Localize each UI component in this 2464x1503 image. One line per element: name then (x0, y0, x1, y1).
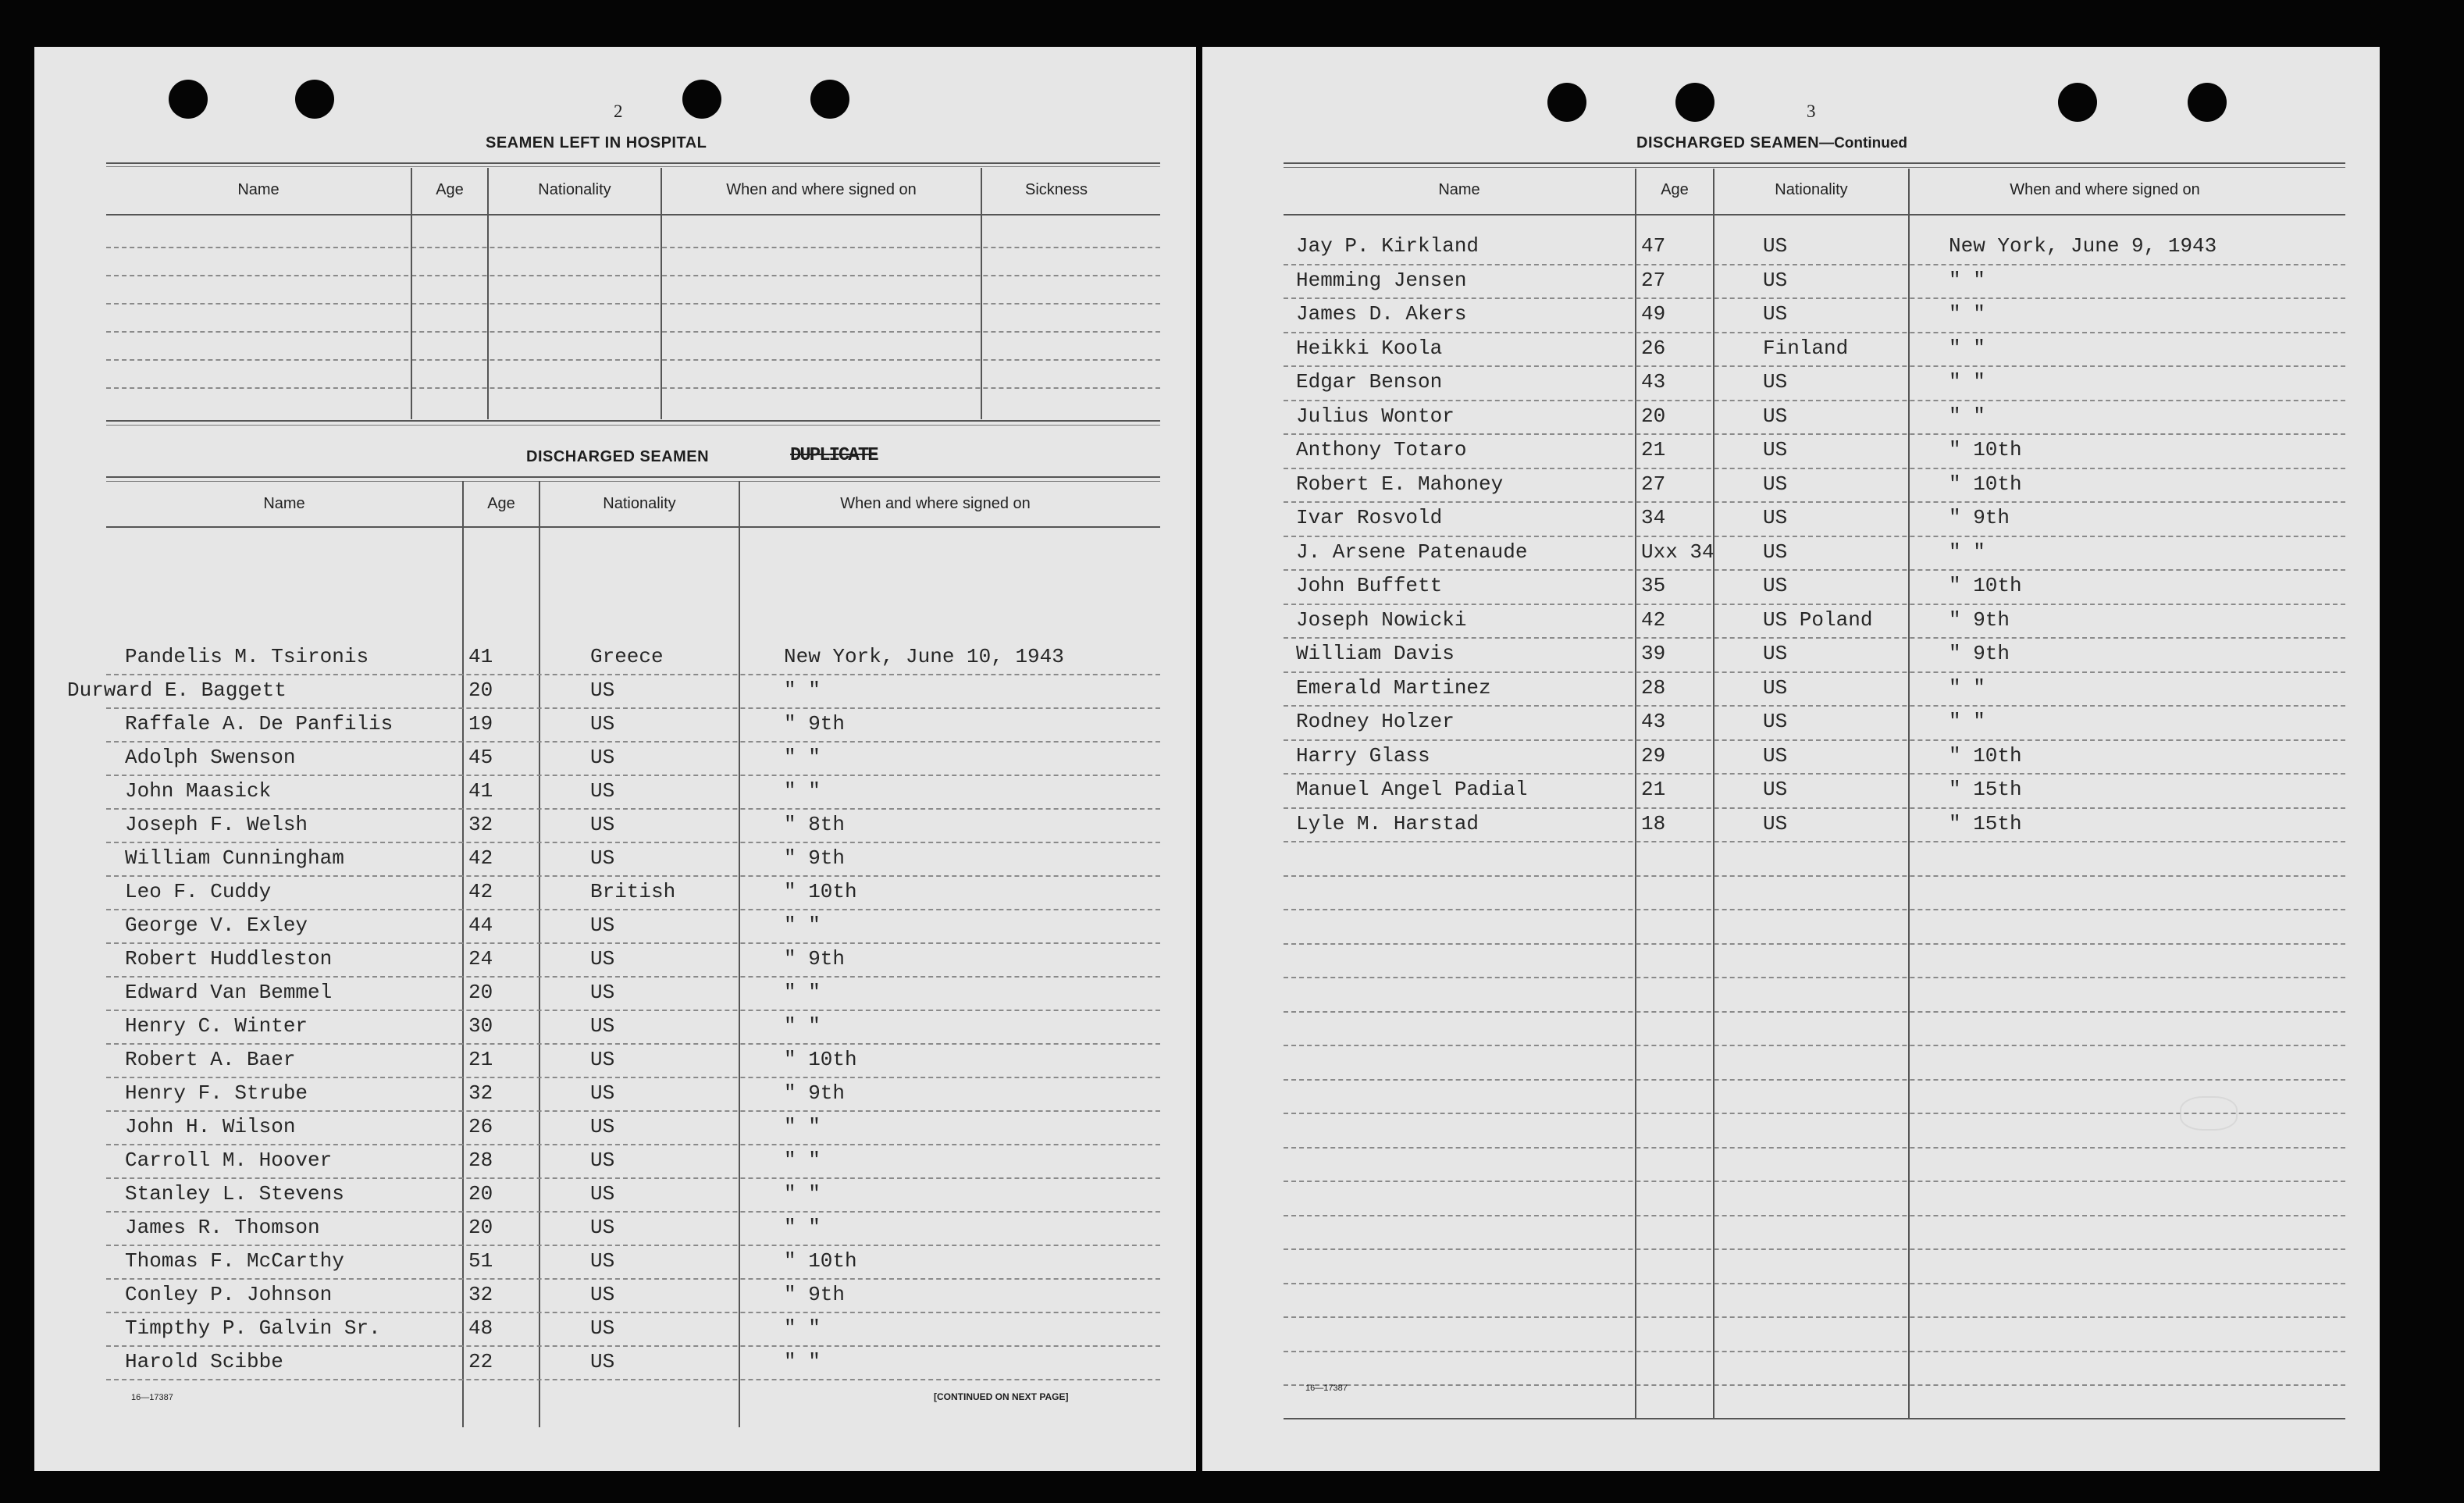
cell-name: James R. Thomson (125, 1216, 320, 1239)
punch-hole (1547, 83, 1586, 122)
cell-nationality: US (1763, 710, 1788, 733)
cell-age: 43 (1641, 370, 1666, 394)
row-rule (106, 707, 1160, 709)
table-rule (1284, 162, 2345, 164)
hospital-section-title: SEAMEN LEFT IN HOSPITAL (486, 134, 707, 151)
row-rule (1284, 671, 2345, 673)
cell-age: 20 (468, 678, 493, 702)
cell-signed: " " (784, 1182, 821, 1206)
table-rule (106, 481, 1160, 482)
form-number: 16—17387 (1305, 1384, 1348, 1393)
cell-age: 20 (468, 981, 493, 1004)
cell-name: Edward Van Bemmel (125, 981, 333, 1004)
right-page (1202, 47, 2380, 1471)
cell-signed: " 10th (1949, 472, 2022, 496)
cell-signed: " 10th (784, 1249, 857, 1273)
cell-nationality: US (590, 914, 615, 937)
column-divider (1908, 169, 1910, 1418)
cell-name: Raffale A. De Panfilis (125, 712, 393, 735)
row-rule (1284, 1147, 2345, 1149)
row-rule (1284, 807, 2345, 809)
cell-age: 20 (468, 1216, 493, 1239)
struck-duplicate-word: DUPLICATE (790, 445, 878, 466)
cell-nationality: US (590, 1249, 615, 1273)
cell-age: 26 (468, 1115, 493, 1138)
column-header: Age (1661, 181, 1689, 198)
row-rule (1284, 637, 2345, 639)
cell-signed: " 10th (784, 880, 857, 903)
table-rule (106, 420, 1160, 422)
column-header: Sickness (1024, 181, 1088, 198)
cell-nationality: US (590, 1081, 615, 1105)
cell-signed: " " (784, 1350, 821, 1373)
cell-signed: " 9th (784, 1283, 846, 1306)
cell-signed: " 9th (1949, 607, 2010, 632)
cell-nationality: US (1763, 778, 1788, 801)
row-rule (1284, 943, 2345, 945)
table-rule (106, 476, 1160, 478)
cell-name: Emerald Martinez (1296, 675, 1491, 700)
cell-age: 32 (468, 1081, 493, 1105)
table-rule (106, 425, 1160, 426)
cell-age: 44 (468, 914, 493, 937)
cell-age: 48 (468, 1316, 493, 1340)
row-rule (106, 942, 1160, 944)
cell-age: 30 (468, 1014, 493, 1038)
cell-age: 24 (468, 947, 493, 971)
table-rule (106, 214, 1160, 215)
cell-name: John Maasick (125, 779, 272, 803)
cell-signed: " 9th (784, 712, 846, 735)
punch-hole (295, 80, 334, 119)
row-rule (106, 1144, 1160, 1145)
cell-nationality: US (590, 678, 615, 702)
cell-name: Leo F. Cuddy (125, 880, 272, 903)
column-divider (1713, 169, 1714, 1418)
cell-nationality: US (1763, 540, 1788, 564)
cell-signed: " " (784, 914, 821, 937)
cell-name: Ivar Rosvold (1296, 506, 1443, 529)
cell-name: Julius Wontor (1296, 404, 1455, 428)
row-rule (1284, 1283, 2345, 1284)
cell-age: 41 (468, 779, 493, 803)
cell-nationality: US (1763, 268, 1788, 292)
cell-name: Robert E. Mahoney (1296, 472, 1504, 496)
column-header: Nationality (1775, 181, 1848, 198)
row-rule (1284, 569, 2345, 571)
column-header: When and where signed on (726, 181, 917, 198)
cell-nationality: US (590, 1014, 615, 1038)
row-rule (1284, 433, 2345, 435)
cell-name: Rodney Holzer (1296, 710, 1455, 733)
row-rule (106, 808, 1160, 810)
cell-name: Adolph Swenson (125, 746, 296, 769)
cell-name: Joseph Nowicki (1296, 607, 1467, 632)
cell-signed: " " (784, 1014, 821, 1038)
column-divider (539, 481, 540, 1427)
cell-nationality: US (590, 947, 615, 971)
cell-age: 42 (468, 880, 493, 903)
cell-age: 20 (468, 1182, 493, 1206)
discharged-section-title: DISCHARGED SEAMEN (526, 448, 710, 465)
cell-signed: " 15th (1949, 811, 2022, 835)
cell-age: Uxx 34 (1641, 540, 1714, 564)
row-rule (1284, 841, 2345, 842)
cell-signed: " 8th (784, 813, 846, 836)
cell-signed: " 9th (784, 947, 846, 971)
column-header: Age (436, 181, 464, 198)
cell-signed: " 10th (784, 1048, 857, 1071)
cell-name: Henry F. Strube (125, 1081, 308, 1105)
cell-name: Conley P. Johnson (125, 1283, 333, 1306)
cell-signed: New York, June 9, 1943 (1949, 234, 2217, 258)
column-header: Age (487, 495, 515, 512)
punch-hole (169, 80, 208, 119)
punch-hole (682, 80, 721, 119)
table-rule (106, 162, 1160, 164)
row-rule (106, 775, 1160, 776)
cell-signed: " " (784, 1216, 821, 1239)
row-rule (106, 976, 1160, 978)
row-rule (1284, 1045, 2345, 1046)
cell-age: 22 (468, 1350, 493, 1373)
row-rule (106, 1077, 1160, 1078)
cell-nationality: US (590, 846, 615, 870)
cell-nationality: US (590, 1283, 615, 1306)
cell-nationality: US (1763, 404, 1788, 428)
cell-age: 47 (1641, 234, 1666, 258)
row-rule (106, 1010, 1160, 1011)
table-rule (1284, 167, 2345, 168)
punch-hole (1675, 83, 1714, 122)
cell-age: 43 (1641, 710, 1666, 733)
cell-nationality: US (590, 813, 615, 836)
cell-age: 21 (468, 1048, 493, 1071)
row-rule (1284, 1215, 2345, 1216)
cell-age: 42 (1641, 607, 1666, 632)
cell-nationality: US (1763, 438, 1788, 461)
cell-nationality: US (1763, 234, 1788, 258)
cell-age: 39 (1641, 642, 1666, 665)
cell-nationality: US (590, 1115, 615, 1138)
row-rule (106, 1177, 1160, 1179)
cell-age: 28 (1641, 675, 1666, 700)
cell-nationality: US (1763, 743, 1788, 768)
cell-name: Manuel Angel Padial (1296, 778, 1528, 801)
title-suffix: —Continued (1819, 135, 1908, 151)
page-number: 2 (614, 102, 623, 121)
row-rule (106, 1312, 1160, 1313)
cell-signed: " 9th (784, 1081, 846, 1105)
cell-age: 45 (468, 746, 493, 769)
cell-age: 42 (468, 846, 493, 870)
row-rule (106, 741, 1160, 743)
row-rule (1284, 773, 2345, 775)
row-rule (106, 909, 1160, 910)
table-rule (1284, 1418, 2345, 1419)
cell-nationality: Finland (1763, 336, 1849, 360)
cell-signed: " " (784, 1316, 821, 1340)
column-divider (739, 481, 740, 1427)
cell-name: J. Arsene Patenaude (1296, 540, 1528, 564)
cell-age: 28 (468, 1149, 493, 1172)
cell-name: Pandelis M. Tsironis (125, 645, 369, 668)
table-rule (106, 359, 1160, 361)
row-rule (106, 842, 1160, 843)
cell-name: Anthony Totaro (1296, 438, 1467, 461)
row-rule (1284, 1079, 2345, 1081)
cell-signed: " 9th (1949, 506, 2010, 529)
cell-nationality: US (590, 1316, 615, 1340)
cell-age: 26 (1641, 336, 1666, 360)
cell-nationality: US (1763, 642, 1788, 665)
cell-name: John Buffett (1296, 574, 1443, 597)
cell-signed: " 10th (1949, 743, 2022, 768)
cell-signed: " " (784, 678, 821, 702)
cell-age: 51 (468, 1249, 493, 1273)
cell-nationality: US (1763, 811, 1788, 835)
row-rule (1284, 536, 2345, 537)
cell-nationality: US (590, 981, 615, 1004)
cell-signed: " 10th (1949, 438, 2022, 461)
cell-name: Robert Huddleston (125, 947, 333, 971)
row-rule (106, 1345, 1160, 1347)
cell-signed: New York, June 10, 1943 (784, 645, 1064, 668)
cell-signed: " " (784, 1115, 821, 1138)
continued-note: [CONTINUED ON NEXT PAGE] (934, 1391, 1069, 1402)
cell-signed: " " (1949, 370, 1985, 394)
row-rule (106, 1110, 1160, 1112)
column-divider (411, 168, 412, 419)
cell-signed: " " (1949, 268, 1985, 292)
row-rule (1284, 1248, 2345, 1250)
cell-name: Hemming Jensen (1296, 268, 1467, 292)
table-rule (106, 387, 1160, 389)
cell-name: Carroll M. Hoover (125, 1149, 333, 1172)
cell-name: Durward E. Baggett (67, 678, 287, 702)
discharged-continued-title (1636, 134, 1907, 152)
cell-name: Heikki Koola (1296, 336, 1443, 360)
row-rule (106, 1245, 1160, 1246)
cell-signed: " " (784, 1149, 821, 1172)
row-rule (1284, 365, 2345, 367)
cell-nationality: US (1763, 370, 1788, 394)
row-rule (106, 674, 1160, 675)
cell-age: 27 (1641, 472, 1666, 496)
column-divider (1635, 169, 1636, 1418)
cell-signed: " " (1949, 710, 1985, 733)
cell-name: John H. Wilson (125, 1115, 296, 1138)
cell-age: 27 (1641, 268, 1666, 292)
cell-age: 21 (1641, 778, 1666, 801)
cell-age: 41 (468, 645, 493, 668)
cell-name: William Cunningham (125, 846, 344, 870)
cell-name: Stanley L. Stevens (125, 1182, 344, 1206)
title-main: DISCHARGED SEAMEN (1636, 134, 1820, 151)
row-rule (1284, 1181, 2345, 1182)
column-header: Nationality (603, 495, 676, 512)
cell-nationality: US (590, 1149, 615, 1172)
cell-signed: " 9th (1949, 642, 2010, 665)
table-rule (106, 303, 1160, 305)
cell-signed: " " (784, 981, 821, 1004)
cell-name: Robert A. Baer (125, 1048, 296, 1071)
cell-name: Edgar Benson (1296, 370, 1443, 394)
cell-age: 19 (468, 712, 493, 735)
row-rule (106, 1043, 1160, 1045)
row-rule (1284, 1351, 2345, 1352)
column-header: Nationality (538, 181, 611, 198)
cell-age: 35 (1641, 574, 1666, 597)
column-header: Name (237, 181, 280, 198)
cell-nationality: US (1763, 675, 1788, 700)
cell-name: Thomas F. McCarthy (125, 1249, 344, 1273)
row-rule (1284, 875, 2345, 877)
cell-nationality: US (590, 1350, 615, 1373)
cell-signed: " " (784, 746, 821, 769)
cell-name: William Davis (1296, 642, 1455, 665)
row-rule (1284, 468, 2345, 469)
cell-signed: " " (1949, 540, 1985, 564)
cell-nationality: British (590, 880, 676, 903)
cell-nationality: US (1763, 506, 1788, 529)
cell-nationality: US (1763, 574, 1788, 597)
cell-name: Joseph F. Welsh (125, 813, 308, 836)
punch-hole (2188, 83, 2227, 122)
row-rule (1284, 604, 2345, 605)
cell-name: George V. Exley (125, 914, 308, 937)
cell-name: Henry C. Winter (125, 1014, 308, 1038)
row-rule (1284, 977, 2345, 978)
row-rule (1284, 297, 2345, 299)
cell-name: Harry Glass (1296, 743, 1430, 768)
cell-age: 32 (468, 1283, 493, 1306)
column-divider (462, 481, 464, 1427)
cell-nationality: US (590, 779, 615, 803)
left-page (34, 47, 1196, 1471)
cell-age: 34 (1641, 506, 1666, 529)
column-header: Name (1438, 181, 1480, 198)
form-number: 16—17387 (131, 1393, 173, 1402)
row-rule (106, 1379, 1160, 1380)
cell-nationality: US (1763, 302, 1788, 326)
row-rule (1284, 1316, 2345, 1318)
row-rule (106, 1278, 1160, 1280)
cell-nationality: US (1763, 472, 1788, 496)
row-rule (1284, 909, 2345, 910)
cell-nationality: Greece (590, 645, 664, 668)
cell-age: 29 (1641, 743, 1666, 768)
paper-smudge (2180, 1096, 2238, 1131)
cell-signed: " 15th (1949, 778, 2022, 801)
row-rule (106, 875, 1160, 877)
row-rule (1284, 1011, 2345, 1013)
cell-signed: " " (1949, 675, 1985, 700)
cell-age: 32 (468, 813, 493, 836)
column-divider (981, 168, 982, 419)
punch-hole (2058, 83, 2097, 122)
row-rule (1284, 1384, 2345, 1386)
cell-signed: " 10th (1949, 574, 2022, 597)
table-rule (106, 331, 1160, 333)
row-rule (1284, 332, 2345, 333)
page-number: 3 (1807, 102, 1816, 121)
column-divider (487, 168, 489, 419)
row-rule (1284, 501, 2345, 503)
cell-signed: " " (1949, 336, 1985, 360)
cell-name: James D. Akers (1296, 302, 1467, 326)
cell-nationality: US Poland (1763, 607, 1873, 632)
cell-nationality: US (590, 746, 615, 769)
cell-signed: " " (1949, 302, 1985, 326)
column-header: When and where signed on (840, 495, 1031, 512)
row-rule (1284, 739, 2345, 741)
cell-age: 49 (1641, 302, 1666, 326)
row-rule (1284, 705, 2345, 707)
cell-name: Jay P. Kirkland (1296, 234, 1479, 258)
column-header: When and where signed on (2010, 181, 2200, 198)
cell-age: 18 (1641, 811, 1666, 835)
cell-signed: " " (784, 779, 821, 803)
cell-signed: " " (1949, 404, 1985, 428)
table-rule (1284, 214, 2345, 215)
cell-name: Harold Scibbe (125, 1350, 283, 1373)
table-rule (106, 526, 1160, 528)
table-rule (106, 247, 1160, 248)
column-header: Name (263, 495, 305, 512)
cell-nationality: US (590, 712, 615, 735)
cell-nationality: US (590, 1048, 615, 1071)
cell-nationality: US (590, 1182, 615, 1206)
cell-name: Lyle M. Harstad (1296, 811, 1479, 835)
row-rule (1284, 400, 2345, 401)
punch-hole (810, 80, 849, 119)
column-divider (661, 168, 662, 419)
cell-name: Timpthy P. Galvin Sr. (125, 1316, 381, 1340)
table-rule (106, 166, 1160, 167)
row-rule (106, 1211, 1160, 1213)
row-rule (1284, 264, 2345, 265)
cell-nationality: US (590, 1216, 615, 1239)
cell-signed: " 9th (784, 846, 846, 870)
cell-age: 20 (1641, 404, 1666, 428)
cell-age: 21 (1641, 438, 1666, 461)
table-rule (106, 275, 1160, 276)
